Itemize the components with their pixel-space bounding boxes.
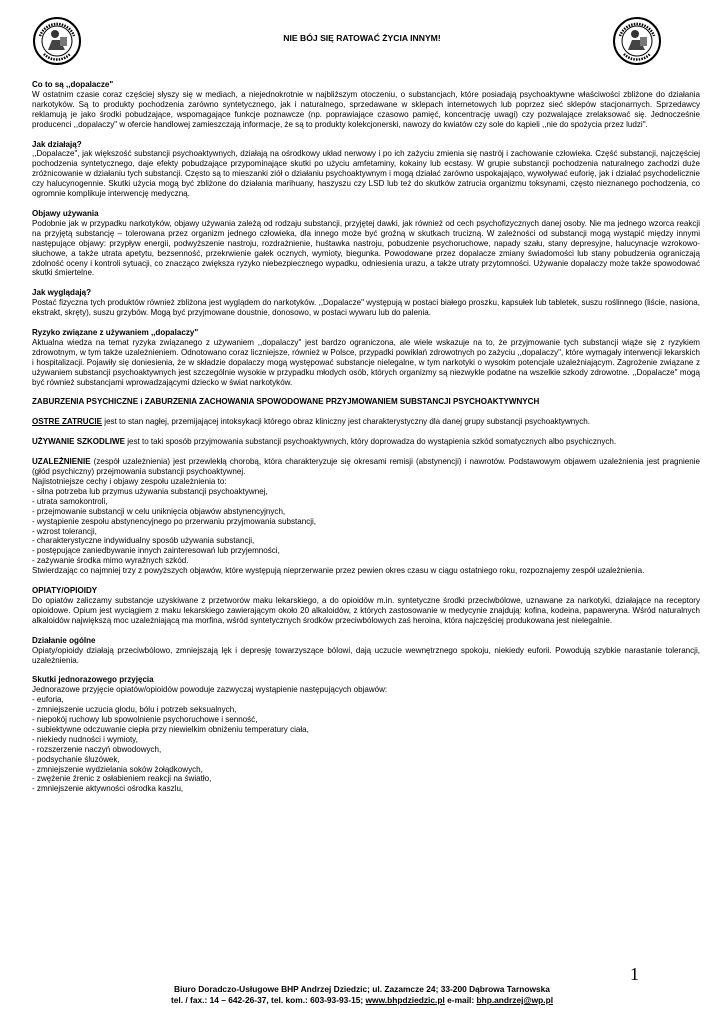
- section-heading-jak-dzialaja: Jak działają?: [32, 139, 82, 149]
- list-item: - wystąpienie zespołu abstynencyjnego po przerwaniu przyjmowania substancji,: [32, 516, 317, 526]
- definition-uzywanie-szkodliwe: jest to taki sposób przyjmowania substancji psychoaktywnych, który doprowadza do wystąpienia szkód somatycznych albo psychicznych.: [124, 437, 617, 447]
- term-ostre-zatrucie: OSTRE ZATRUCIE: [32, 417, 103, 427]
- definition-uzaleznienie: (zespół uzależnienia) jest przewlekłą chorobą, która charakteryzuje się okresami remisji (abstynencji) i nawrotów. Podstawowym objawem uzależnienia jest pragnienie (głód psychiczny) przejmowania substancji psychoaktywnej.: [32, 457, 700, 477]
- section-text-opiaty: Do opiatów zaliczamy substancje uzyskiwane z przetworów maku lekarskiego, a do opioidów m.in. syntetyczne środki przeciwbólowe, uznawane za narkotyki, działające na receptory opioidowe. Opium jest wyciągiem z maku lekarskiego zawierającym około 20 alkaloidów, z których zastosowanie w medycynie znajdują: kofina, kodeina, papaweryna. Wśród naturalnych alkaloidów największą moc uzależniającą ma morfina, wśród syntetycznych środków przeciwbólowych zaś heroina, która najczęściej produkowana jest nielegalnie.: [32, 595, 700, 625]
- section-text-ryzyko: Aktualna wiedza na temat ryzyka związanego z używaniem ,,dopalaczy" jest bardzo ograniczona, ale wiele wskazuje na to, że przyjmowanie tych substancji wiąże się z ryzykiem zdrowotnym, w tym także uzależnieniem. Odnotowano coraz liczniejsze, również w Polsce, przypadki powikłań zdrowotnych po zażyciu ,,dopalaczy", które wymagały interwencji lekarskich i hospitalizacji. Pojawiły się doniesienia, że w składzie dopalaczy mogą występować substancje nielegalne, w tym narkotyki o wysokim potencjale uzależniającym. Zagrożenie związane z używaniem substancji psychoaktywnych jest szczególnie wysokie w przypadku młodych osób, których organizmy są niezwykle podatne na wszelkie szkody zdrowotne. ,,Dopalacze" mogą być również substancjami wprowadzającymi dziecko w świat narkotyków.: [32, 337, 700, 387]
- list-item: - podsychanie śluzówek,: [32, 754, 120, 764]
- definition-ostre-zatrucie: jest to stan nagłej, przemijającej intoksykacji którego obraz kliniczny jest charakterystyczny dla danej grupy substancji psychoaktywnych.: [102, 417, 591, 427]
- paragraph-uzywanie-szkodliwe: [32, 437, 700, 447]
- footer-phone: tel. / fax.: 14 – 642-26-37, tel. kom.: 603-93-93-15;: [170, 995, 366, 1005]
- section-text-jak-dzialaja: ,,Dopalacze", jak większość substancji psychoaktywnych, działają na ośrodkowy układ nerwowy i po ich zażyciu zmienia się nastrój i zachowanie człowieka. Część substancji, najczęściej pochodzenia syntetycznego, daje efekty pobudzające przypominające skutki po użyciu amfetaminy, kokainy lub ecstasy. W grupie substancji pochodzenia naturalnego zachodzi duże zróżnicowanie w działaniu tych substancji. Często są to mieszanki ziół o działaniu psychoaktywnym i mogą działać zarówno uspokajająco, wywoływać euforię, jak i działać psychodelicznie czy halucynogennie. Skutki użycia mogą być zbliżone do działania marihuany, haszyszu czy LSD lub też do skutków zatrucia organizmu toksynami, często nieznanego pochodzenia, co ogromnie komplikuje interwencję medyczną.: [32, 149, 700, 199]
- list-item: - zmniejszenie uczucia głodu, bólu i potrzeb seksualnych,: [32, 705, 237, 715]
- list-item: - zwężenie źrenic z osłabieniem reakcji na światło,: [32, 774, 212, 784]
- page-footer: [0, 984, 724, 1006]
- section-heading-objawy: Objawy używania: [32, 208, 99, 218]
- list-item: - zmniejszenie aktywności ośrodka kaszlu,: [32, 784, 184, 794]
- list-item: - utrata samokontroli,: [32, 496, 108, 506]
- footer-contact: [0, 995, 724, 1006]
- uzaleznienie-symptom-list: [32, 487, 700, 566]
- section-heading-dzialanie: Działanie ogólne: [32, 635, 96, 645]
- section-heading-jak-wygladaja: Jak wyglądają?: [32, 288, 92, 298]
- list-item: - silna potrzeba lub przymus używania substancji psychoaktywnej,: [32, 486, 268, 496]
- section-title-zaburzenia: ZABURZENIA PSYCHICZNE i ZABURZENIA ZACHOWANIA SPOWODOWANE PRZYJMOWANIEM SUBSTANCJI PSYCHOAKTYWNYCH: [32, 397, 540, 407]
- list-item: - wzrost tolerancji,: [32, 526, 97, 536]
- list-item: - niepokój ruchowy lub spowolnienie psychoruchowe i senność,: [32, 715, 258, 725]
- list-item: - subiektywne odczuwanie ciepła przy niewielkim obniżeniu temperatury ciała,: [32, 724, 309, 734]
- uzaleznienie-outro: Stwierdzając co najmniej trzy z powyższych objawów, które występują nieprzerwanie przez pewien okres czasu w ciągu ostatniego roku, rozpoznajemy zespół uzależnienia.: [32, 566, 645, 576]
- footer-email-label: e-mail:: [444, 995, 477, 1005]
- term-uzywanie-szkodliwe: UŻYWANIE SZKODLIWE: [32, 437, 125, 447]
- paragraph-ostre-zatrucie: [32, 417, 700, 427]
- list-item: - zażywanie środka mimo wyraźnych szkód.: [32, 556, 189, 566]
- uzaleznienie-intro: Najistotniejsze cechy i objawy zespołu uzależnienia to:: [32, 477, 227, 486]
- section-text-dopalacze: W ostatnim czasie coraz częściej słyszy się w mediach, a niejednokrotnie w najbliższym otoczeniu, o substancjach, które posiadają psychoaktywne właściwości zbliżone do działania narkotyków. Są to produkty pochodzenia zarówno syntetycznego, jak i naturalnego, sprzedawane w sklepach internetowych lub poprzez sieć sklepów stacjonarnych. Sprzedawcy reklamują je jako środki pobudzające, wspomagające funkcje poznawcze (np. poprawiające czasowo pamięć, koncentrację uwagi) czy pozwalające zrelaksować się. Jednocześnie producenci ,,dopalaczy" w ofercie handlowej zamieszczają informacje, że są to produkty kolekcjonerski, nawozy do kwiatów czy sole do kąpieli ,,nie do spożycia przez ludzi".: [32, 89, 700, 129]
- list-item: - rozszerzenie naczyń obwodowych,: [32, 744, 162, 754]
- section-text-jak-wygladaja: Postać fizyczna tych produktów również zbliżona jest wyglądem do narkotyków. ,,Dopalacze" występują w postaci białego proszku, kapsułek lub tabletek, suszu roślinnego (liście, nasiona, ekstrakt, skręty), suszu grzybów. Mogą być przyjmowane doustnie, donosowo, w postaci wywaru lub do palenia.: [32, 298, 700, 318]
- list-item: - charakterystyczne indywidualny sposób używania substancji,: [32, 536, 255, 546]
- list-item: - zmniejszenie wydzielania soków żołądkowych,: [32, 764, 203, 774]
- section-heading-dopalacze: Co to są ,,dopalacze": [32, 80, 114, 89]
- list-item: - niekiedy nudności i wymioty,: [32, 734, 138, 744]
- skutki-intro: Jednorazowe przyjęcie opiatów/opioidów powoduje zazwyczaj wystąpienie następujących objawów:: [32, 685, 388, 695]
- document-body: [32, 80, 700, 794]
- section-text-dzialanie: Opiaty/opioidy działają przeciwbólowo, zmniejszają lęk i depresję towarzyszące bólowi, dają uczucie wewnętrznego spokoju, niekiedy euforii. Powodują szybkie narastanie tolerancji, uzależnienia.: [32, 645, 700, 665]
- section-heading-skutki: Skutki jednorazowego przyjęcia: [32, 675, 154, 685]
- term-uzaleznienie: UZALEŻNIENIE: [32, 457, 91, 467]
- footer-address: Biuro Doradczo-Usługowe BHP Andrzej Dziedzic; ul. Zazamcze 24; 33-200 Dąbrowa Tarnowska: [174, 984, 550, 994]
- paragraph-uzaleznienie: [32, 457, 700, 477]
- page-header-title: NIE BÓJ SIĘ RATOWAĆ ŻYCIA INNYM!: [283, 33, 441, 43]
- list-item: - postępujące zaniedbywanie innych zainteresowań lub przyjemności,: [32, 546, 280, 556]
- email-link[interactable]: bhp.andrzej@wp.pl: [476, 995, 554, 1005]
- list-item: - euforia,: [32, 695, 64, 705]
- list-item: - przejmowanie substancji w celu uniknięcia objawów abstynencyjnych,: [32, 506, 286, 516]
- section-title-opiaty: OPIATY/OPIOIDY: [32, 586, 98, 596]
- skutki-symptom-list: [32, 695, 700, 794]
- section-heading-ryzyko: Ryzyko związane z używaniem ,,dopalaczy": [32, 328, 199, 338]
- website-link[interactable]: www.bhpdziedzic.pl: [365, 995, 445, 1005]
- section-text-objawy: Podobnie jak w przypadku narkotyków, objawy używania zależą od rodzaju substancji, przyjętej dawki, jak również od cech psychofizycznych danej osoby. Nie ma jednego wzorca reakcji na przyjętą substancję – tolerowana przez organizm jednego człowieka, dla innego może być groźną w skutkach trucizną. W zależności od substancji mogą wystąpić między innymi następujące objawy: przypływ energii, podwyższenie nastroju, rozdrażnienie, huśtawka nastroju, pobudzenie psychoruchowe, napady szału, stany depresyjne, halucynacje wzrokowo-słuchowe, a także utrata apetytu, bezsenność, przekrwienie gałek ocznych, wymioty, biegunka. Powodowane przez dopalacze zmiany świadomości lub stany pobudzenia ograniczają zdolność oceny i kontroli sytuacji, co znacząco zwiększa ryzyko niebezpiecznego wypadku, odniesienia urazu, a także utraty przytomności. Używanie dopalaczy może także spowodować skutki śmiertelne.: [32, 218, 700, 278]
- page-number: 1: [630, 964, 639, 984]
- company-logo-right: [612, 16, 662, 66]
